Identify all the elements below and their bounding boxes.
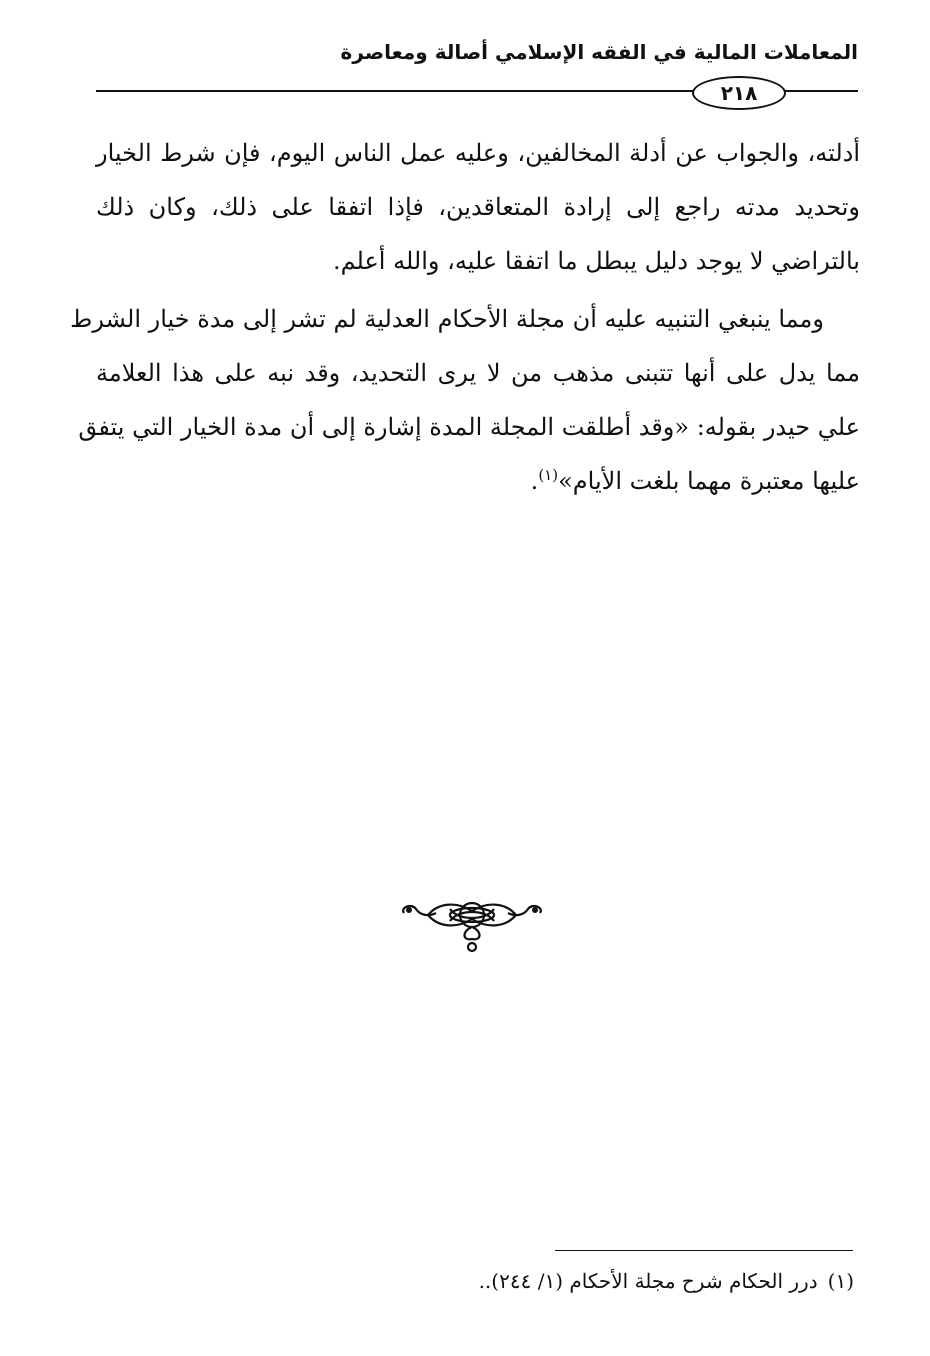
footnote-marker: (١) [827,1269,854,1293]
text-line: ومما ينبغي التنبيه عليه أن مجلة الأحكام العدلية لم تشر إلى مدة خيار الشرط [70,305,824,333]
footnote-1 [254,1266,854,1296]
footnote-text: درر الحكام شرح مجلة الأحكام (١/ ٢٤٤).. [478,1269,818,1293]
text-line: بالتراضي لا يوجد دليل يبطل ما اتفقا عليه، والله أعلم. [332,247,860,275]
page-number-badge: ٢١٨ [692,76,786,110]
text-line: أدلته، والجواب عن أدلة المخالفين، وعليه عمل الناس اليوم، فإن شرط الخيار [96,139,860,167]
main-text [70,126,860,508]
footnote-separator [555,1250,853,1251]
running-header-title: المعاملات المالية في الفقه الإسلامي أصالة ومعاصرة [340,40,858,64]
paragraph-2 [70,292,860,508]
sentence-period: . [530,467,539,495]
paragraph-1 [96,126,860,288]
text-line: مما يدل على أنها تتبنى مذهب من لا يرى التحديد، وقد نبه على هذا العلامة [96,359,860,387]
text-line-last [96,454,860,508]
text-line-content: عليها معتبرة مهما بلغت الأيام» [558,467,860,495]
text-line: وتحديد مدته راجع إلى إرادة المتعاقدين، فإذا اتفقا على ذلك، وكان ذلك [96,193,860,221]
footnote-reference[interactable]: (١) [538,466,559,484]
section-end-ornament-icon [398,893,546,955]
text-line: علي حيدر بقوله: «وقد أطلقت المجلة المدة إشارة إلى أن مدة الخيار التي يتفق [78,413,860,441]
